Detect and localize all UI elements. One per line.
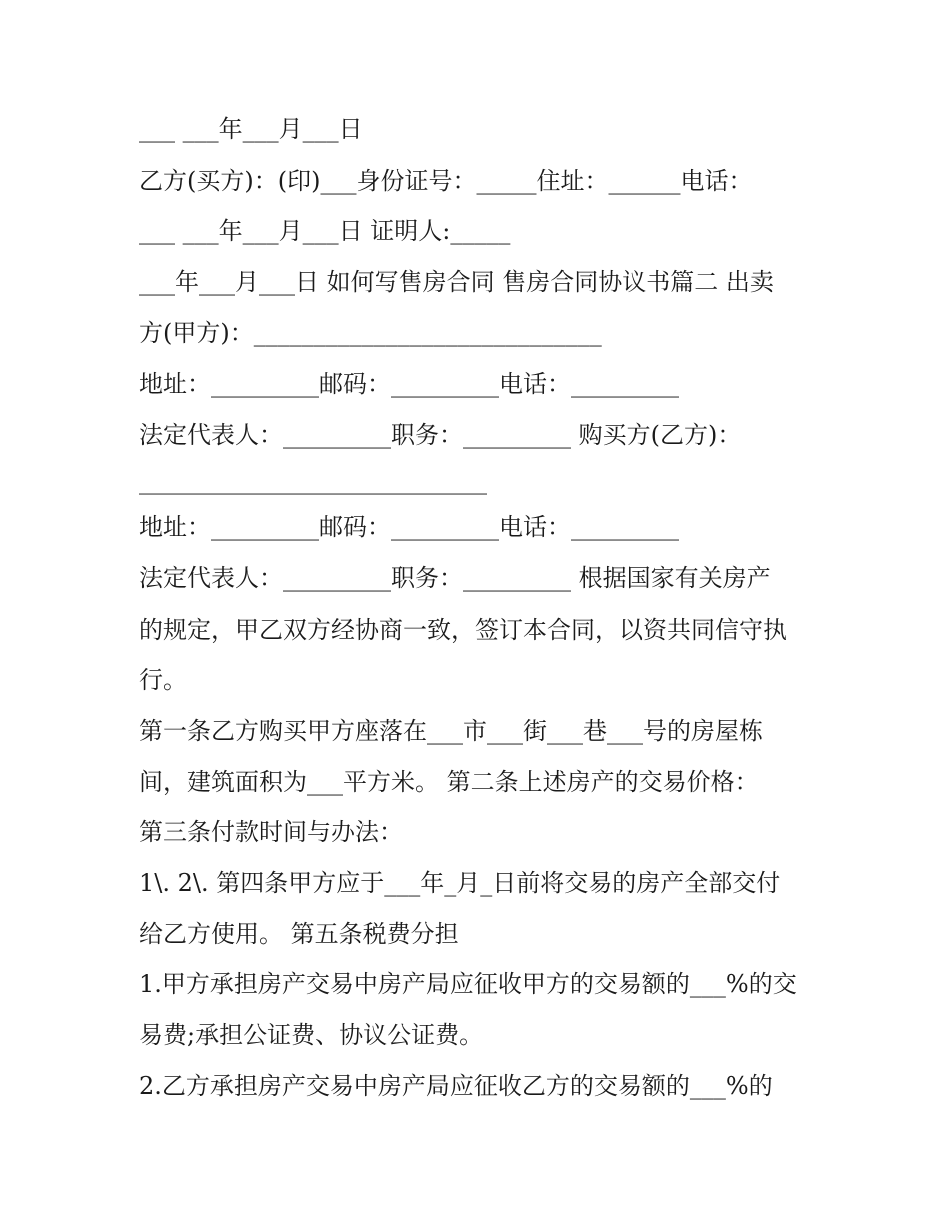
buyer-address-line: 地址：_________邮码：_________电话：_________: [139, 513, 679, 541]
tax-item-1-cont-line: 易费;承担公证费、协议公证费。: [139, 1021, 484, 1049]
seller-address-line: 地址：_________邮码：_________电话：_________: [139, 370, 679, 398]
date-line-1: ___ ___年___月___日: [139, 115, 363, 143]
buyer-info-line: 乙方(买方)：(印)___身份证号：_____住址：______电话：: [139, 167, 753, 195]
seller-representative-line: 法定代表人：_________职务：_________ 购买方(乙方)：: [139, 421, 742, 449]
article-3-line: 第三条付款时间与办法：: [139, 818, 403, 846]
preamble-end-line: 行。: [139, 666, 187, 694]
date-title-line: ___年___月___日 如何写售房合同 售房合同协议书篇二 出卖: [139, 268, 774, 296]
buyer-representative-line: 法定代表人：_________职务：_________ 根据国家有关房产: [139, 564, 771, 592]
tax-item-2-line: 2.乙方承担房产交易中房产局应征收乙方的交易额的___%的: [139, 1072, 773, 1100]
article-1-2-line: 间，建筑面积为___平方米。 第二条上述房产的交易价格：: [139, 768, 759, 796]
date-witness-line: ___ ___年___月___日 证明人:_____: [139, 217, 511, 245]
seller-line: 方(甲方)：_____________________________: [139, 319, 602, 347]
buyer-name-blank-line: _____________________________: [139, 467, 487, 495]
article-4-line: 1\. 2\. 第四条甲方应于___年_月_日前将交易的房产全部交付: [139, 869, 781, 897]
article-1-line: 第一条乙方购买甲方座落在___市___街___巷___号的房屋栋: [139, 717, 763, 745]
preamble-line: 的规定，甲乙双方经协商一致，签订本合同，以资共同信守执: [139, 616, 787, 644]
article-4-5-line: 给乙方使用。 第五条税费分担: [139, 920, 459, 948]
tax-item-1-line: 1.甲方承担房产交易中房产局应征收甲方的交易额的___%的交: [139, 970, 797, 998]
